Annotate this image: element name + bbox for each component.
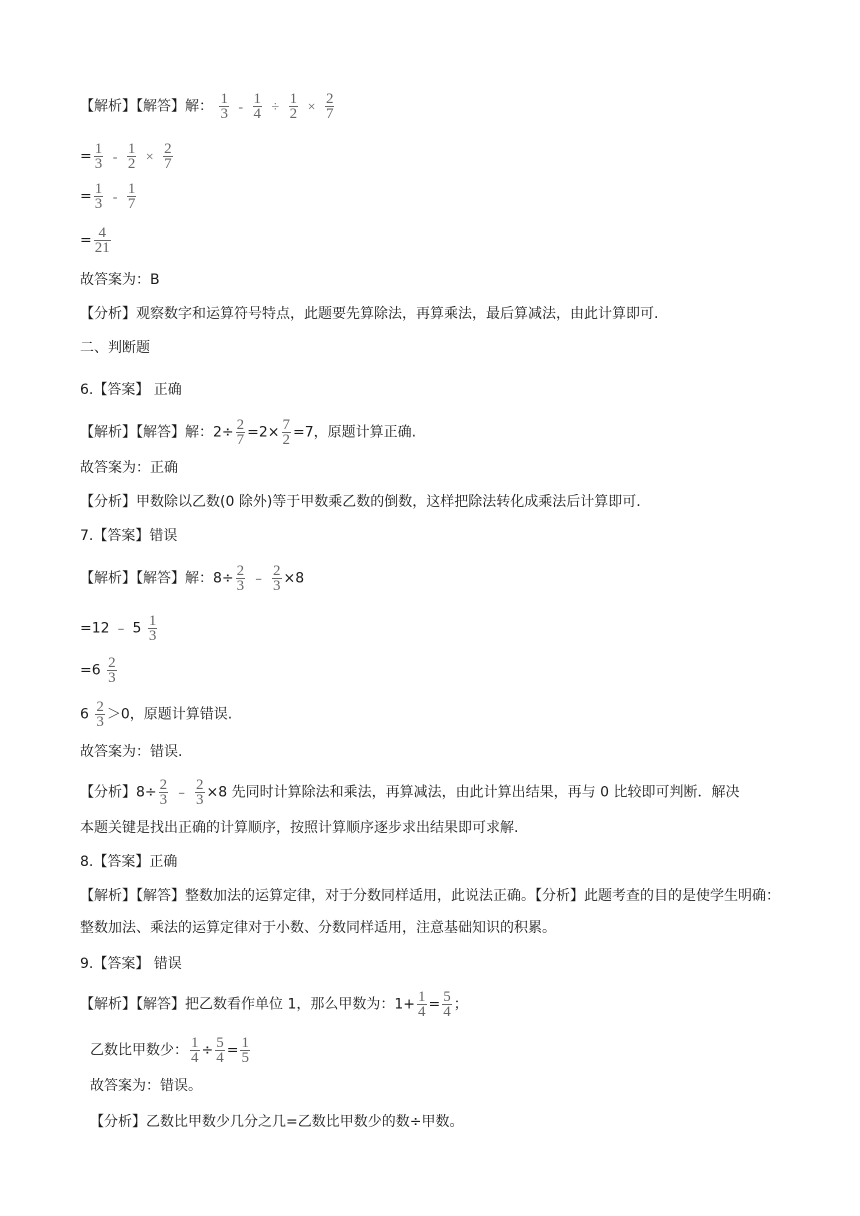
fraction: $\frac{1}{2}$ — [289, 91, 298, 122]
fraction: $\frac{5}{4}$ — [443, 989, 451, 1020]
q7-step1: =12 ﹣ 5 $\frac{1}{3}$ — [80, 613, 157, 644]
q5-note: 【分析】观察数字和运算符号特点，此题要先算除法，再算乘法，最后算减法，由此计算即可. — [80, 306, 659, 322]
q7-result: 故答案为：错误. — [80, 744, 183, 760]
fraction: $\frac{2}{3}$ — [159, 777, 168, 808]
q7-note: 【分析】8÷ $\frac{2}{3}$ ﹣ $\frac{2}{3}$ ×8 先同时计算除法和乘法，再算减法，由此计算出结果，再与 0 比较即可判断．解决 — [80, 777, 740, 808]
fraction: $\frac{1}{7}$ — [127, 181, 136, 212]
q6-analysis-line: 【解析】【解答】解：2÷ $\frac{2}{7}$ =2× $\frac{7}{2}$ =7，原题计算正确. — [80, 417, 417, 448]
q5-step3: = $\frac{4}{21}$ — [80, 225, 110, 256]
fraction: $\frac{5}{4}$ — [216, 1035, 224, 1066]
fraction: $\frac{1}{3}$ — [94, 181, 103, 212]
q6-result: 故答案为：正确 — [80, 460, 178, 476]
fraction: $\frac{1}{4}$ — [418, 989, 426, 1020]
section-title: 二、判断题 — [80, 340, 150, 356]
q9-note: 【分析】乙数比甲数少几分之几=乙数比甲数少的数÷甲数。 — [90, 1114, 464, 1130]
fraction: $\frac{1}{5}$ — [241, 1035, 249, 1066]
q9-result: 故答案为：错误。 — [90, 1078, 202, 1094]
fraction: $\frac{7}{2}$ — [282, 417, 291, 448]
q5-step1: = $\frac{1}{3}$ - $\frac{1}{2}$ × $\frac{2}{7}$ — [80, 141, 172, 172]
fraction: $\frac{2}{3}$ — [96, 699, 104, 730]
fraction: $\frac{1}{2}$ — [127, 141, 136, 172]
fraction: $\frac{2}{3}$ — [236, 563, 245, 594]
q7-analysis-line: 【解析】【解答】解：8÷ $\frac{2}{3}$ ﹣ $\frac{2}{3}$ ×8 — [80, 563, 305, 594]
q9-analysis-line: 【解析】【解答】把乙数看作单位 1，那么甲数为：1+ $\frac{1}{4}$ = $\frac{5}{4}$ ； — [80, 989, 468, 1020]
fraction: $\frac{2}{3}$ — [108, 655, 116, 686]
fraction: $\frac{2}{7}$ — [164, 141, 172, 172]
fraction: $\frac{2}{7}$ — [236, 417, 245, 448]
fraction: $\frac{2}{7}$ — [325, 91, 334, 122]
fraction: $\frac{2}{3}$ — [196, 777, 204, 808]
q5-analysis-line: 【解析】【解答】解： $\frac{1}{3}$ - $\frac{1}{4}$ ÷ $\frac{1}{2}$ × $\frac{2}{7}$ — [80, 91, 334, 122]
fraction: $\frac{1}{4}$ — [253, 91, 262, 122]
fraction: $\frac{1}{4}$ — [191, 1035, 199, 1066]
q5-step2: = $\frac{1}{3}$ - $\frac{1}{7}$ — [80, 181, 136, 212]
fraction: $\frac{2}{3}$ — [273, 563, 281, 594]
fraction: $\frac{1}{3}$ — [148, 613, 157, 644]
fraction: $\frac{1}{3}$ — [94, 141, 103, 172]
fraction: $\frac{4}{21}$ — [94, 225, 110, 256]
q6-note: 【分析】甲数除以乙数(0 除外)等于甲数乘乙数的倒数，这样把除法转化成乘法后计算即可. — [80, 494, 641, 510]
q7-answer-line: 7.【答案】错误 — [80, 528, 178, 544]
q7-step2: =6 $\frac{2}{3}$ — [80, 655, 116, 686]
fraction: $\frac{1}{3}$ — [220, 91, 228, 122]
q7-note-line2: 本题关键是找出正确的计算顺序，按照计算顺序逐步求出结果即可求解. — [80, 820, 519, 836]
q7-compare: 6 $\frac{2}{3}$ ＞0，原题计算错误. — [80, 699, 233, 730]
q8-text: 【解析】【解答】整数加法的运算定律，对于分数同样适用，此说法正确。【分析】此题考查的目的是使学生明确：整数加法、乘法的运算定律对于小数、分数同样适用，注意基础知识的积累。 — [80, 888, 780, 936]
q9-answer-line: 9.【答案】 错误 — [80, 956, 182, 972]
q5-answer: 故答案为：B — [80, 272, 160, 288]
q9-line2: 乙数比甲数少： $\frac{1}{4}$ ÷ $\frac{5}{4}$ = $\frac{1}{5}$ — [90, 1035, 249, 1066]
q6-answer-line: 6.【答案】 正确 — [80, 382, 182, 398]
q8-answer-line: 8.【答案】正确 — [80, 854, 178, 870]
